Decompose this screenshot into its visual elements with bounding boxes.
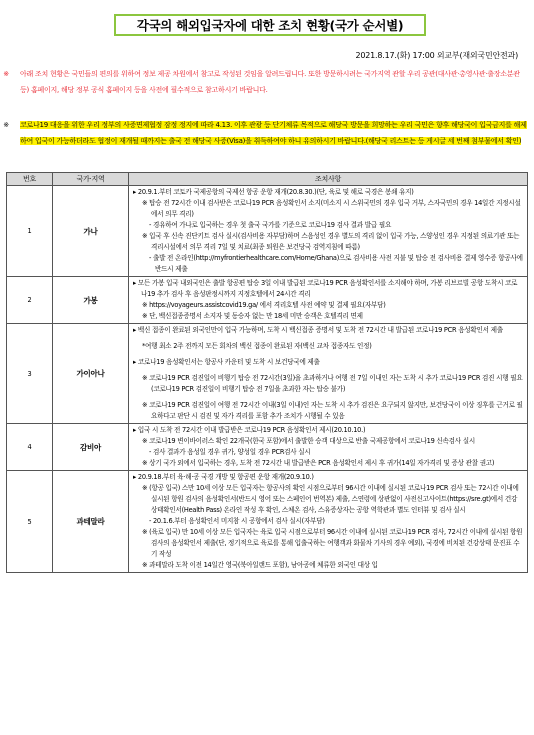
- notice-reference-line: [3, 66, 528, 98]
- table-row: [7, 186, 528, 277]
- row-country: 과테말라: [53, 471, 129, 573]
- asterisk-icon: ※: [3, 70, 9, 78]
- header-country: 국가·지역: [53, 173, 129, 186]
- notice-visa: [3, 117, 528, 149]
- table-row: [7, 324, 528, 424]
- measure-line: ※ 단, 백신접종증명서 소지자 및 동승자 없는 만 18세 미만 승객은 호텔격리 면제: [142, 312, 363, 320]
- row-measures: [129, 277, 528, 324]
- measures-table: [6, 172, 528, 573]
- measure-line: - 검사 결과가 음성일 경우 귀가, 양성일 경우 PCR검사 실시: [149, 448, 311, 456]
- measure-line: ▸ 모든 가봉 입국 내외국인은 출발 항공편 탑승 3일 이내 발급된 코로나19 PCR 음성확인서를 소지해야 하며, 가봉 리브르빌 공항 도착시 코로나19 추가 검사 후 음성판정시까지 지정호텔에서 24시간 격리: [133, 279, 518, 298]
- measure-line: ▸ 입국 시 도착 전 72시간 이내 발급받은 코로나19 PCR 음성확인서 제시(20.10.10.): [133, 426, 366, 434]
- measure-line: ※ (항공 입국) 스만 10세 이상 모든 입국자는 항공사의 확인 시점으로부터 96시간 이내에 실시된 코로나19 PCR 검사 또는 72시간 이내에 실시된 항원 검사의 음성확인서(반드시 영어 또는 스페인어 번역본) 제출, 스연령에 상관없이 사전신고사이트(https://sre.gt)에서 건강상태확인서(Health Pass) 온라인 작성 후 확인, 스체온 검사, 스유증상자는 공항 역학관과 별도 인터뷰 및 검사 실시: [142, 484, 519, 514]
- notice-reference-text: 아래 조치 현황은 국민들의 편의를 위하여 정보 제공 차원에서 참고로 작성된 것임을 알려드립니다. 또한 방문하시려는 국가지역 관할 우리 공관(대사관·총영사관·출장소분관 등) 홈페이지, 해당 정부 공식 홈페이지 등을 사전에 필수적으로 참고하시기 바랍니다.: [20, 70, 520, 94]
- measure-line: ※ 입국 후 신속 진단키트 검사 실시(검사비용 자부담)하며 스음성인 경우 별도의 격리 없이 입국 가능, 스양성인 경우 지정된 의료기관 또는 격리시설에서 의무 격리 7일 및 치료(최종 퇴원은 보건당국 검역지침에 따름): [142, 232, 520, 251]
- notice-visa-text: 코로나19 대응을 위한 우리 정부의 사증면제협정 잠정 정지에 따라 4.13. 이후 관광 등 단기체류 목적으로 해당국 방문을 희망하는 우리 국민은 향후 해당국이 입국금지를 해제하여 입국이 가능하더라도 협정이 재개될 때까지는 출국 전 해당국 사증(Visa)을 취득하여야 하니 유의하시기 바랍니다.(해당국 리스트는 등 게시글 세 번째 첨부물에서 확인): [20, 121, 527, 145]
- measure-line: ▸ 20.9.1.부터 코토카 국제공항의 국제선 항공 운항 재개(20.8.30.)(단, 육로 및 해로 국경은 봉쇄 유지): [133, 188, 414, 196]
- measure-line: ※ 코로나19 PCR 검진일이 여행 전 72시간 이내(3일 이내)인 자는 도착 시 추가 검진은 요구되지 않지만, 보건당국이 이상 징후를 근거로 필요하다고 판단 시 검진 및 자가 격리를 포함 추가 조치가 시행될 수 있음: [142, 401, 523, 420]
- row-country: 가이아나: [53, 324, 129, 424]
- table-row: [7, 277, 528, 324]
- measure-line: - 경유하여 가나로 입국하는 경우 첫 출국 국가를 기준으로 코로나19 검사 결과 발급 필요: [149, 221, 392, 229]
- measure-line: ※ 코로나19 PCR 검진일이 비행기 탑승 전 72시간(3일)을 초과하거나 여행 전 7일 이내인 자는 도착 시 추가 코로나19 PCR 검진 시행 필요 (코로나19 PCR 검진일이 비행기 탑승 전 7일을 초과한 자는 탑승 불가): [142, 374, 523, 393]
- table-row: [7, 424, 528, 471]
- row-measures: [129, 186, 528, 277]
- row-country: 가나: [53, 186, 129, 277]
- title-box: [114, 14, 426, 36]
- date-line: 2021.8.17.(화) 17:00 외교부(재외국민안전과): [355, 51, 518, 60]
- notice-reference: [3, 66, 528, 98]
- measure-line: ▸ 코로나19 음성확인서는 항공사 카운터 및 도착 시 보건당국에 제출: [133, 358, 320, 366]
- row-number: 2: [7, 277, 53, 324]
- page-title: 각국의 해외입국자에 대한 조치 현황(국가 순서별): [136, 18, 404, 33]
- asterisk-icon: ※: [3, 121, 9, 129]
- measure-line: ▸ 20.9.18.부터 육·해·공 국경 개방 및 항공편 운항 재개(20.9.10.): [133, 473, 314, 481]
- measure-line: ※ https://voyageurs.assistcovid19.ga/ 에서 격리호텔 사전 예약 및 결제 필요(자부담): [142, 301, 386, 309]
- row-measures: [129, 424, 528, 471]
- table-header-row: [7, 173, 528, 186]
- table-row: [7, 471, 528, 573]
- row-measures: [129, 324, 528, 424]
- row-measures: [129, 471, 528, 573]
- measure-line: *여행 최소 2주 전까지 모든 회차의 백신 접종이 완료된 자(백신 교차 접종자도 인정): [142, 342, 372, 350]
- measure-line: ▸ 백신 접종이 완료된 외국인만이 입국 가능하며, 도착 시 백신접종 증명서 및 도착 전 72시간 내 발급된 코로나19 PCR 음성확인서 제출: [133, 326, 503, 334]
- header-number: 번호: [7, 173, 53, 186]
- row-number: 3: [7, 324, 53, 424]
- row-number: 1: [7, 186, 53, 277]
- measure-line: ※ 탑승 전 72시간 이내 검사받은 코로나19 PCR 음성확인서 소지(미소지 시 스위국민의 경우 입국 거부, 스자국민의 경우 14일간 지정시설에서 의무 격리): [142, 199, 521, 218]
- measure-line: - 20.1.6.부터 음성확인서 미지참 시 공항에서 검사 실시(자부담): [149, 517, 325, 525]
- measure-line: ※ 상기 국가 외에서 입국하는 경우, 도착 전 72시간 내 발급받은 PCR 음성확인서 제시 후 귀가(14일 자가격리 및 증상 관찰 권고): [142, 459, 495, 467]
- row-number: 4: [7, 424, 53, 471]
- measure-line: ※ 코로나19 변이바이러스 확인 22개국(한국 포함)에서 출발한 승객 대상으로 반출 국제공항에서 코로나19 신속검사 실시: [142, 437, 475, 445]
- header-measures: 조치사항: [129, 173, 528, 186]
- row-country: 감비아: [53, 424, 129, 471]
- measure-line: ※ (육로 입국) 만 10세 이상 모든 입국자는 육로 입국 시점으로부터 96시간 이내에 실시된 코로나19 PCR 검사, 72시간 이내에 실시된 항원 검사의 음성확인서 제출(단, 정기적으로 육로를 통해 입출국하는 여행객과 화물차 기사의 경우 예외), 국경에 비치된 건강상태 문진표 수기 작성: [142, 528, 523, 558]
- table-body: [7, 186, 528, 573]
- row-country: 가봉: [53, 277, 129, 324]
- measure-line: - 출발 전 온라인(http://myfrontierhealthcare.com/Home/Ghana)으로 검사비용 사전 지불 및 탑승 전 검사비용 결제 영수증 항공사에 반드시 제출: [149, 254, 523, 273]
- measure-line: ※ 과테말라 도착 이전 14일간 영국(북아일랜드 포함), 남아공에 체류한 외국인 대상 입: [142, 561, 378, 569]
- row-number: 5: [7, 471, 53, 573]
- notice-visa-line: [3, 117, 528, 149]
